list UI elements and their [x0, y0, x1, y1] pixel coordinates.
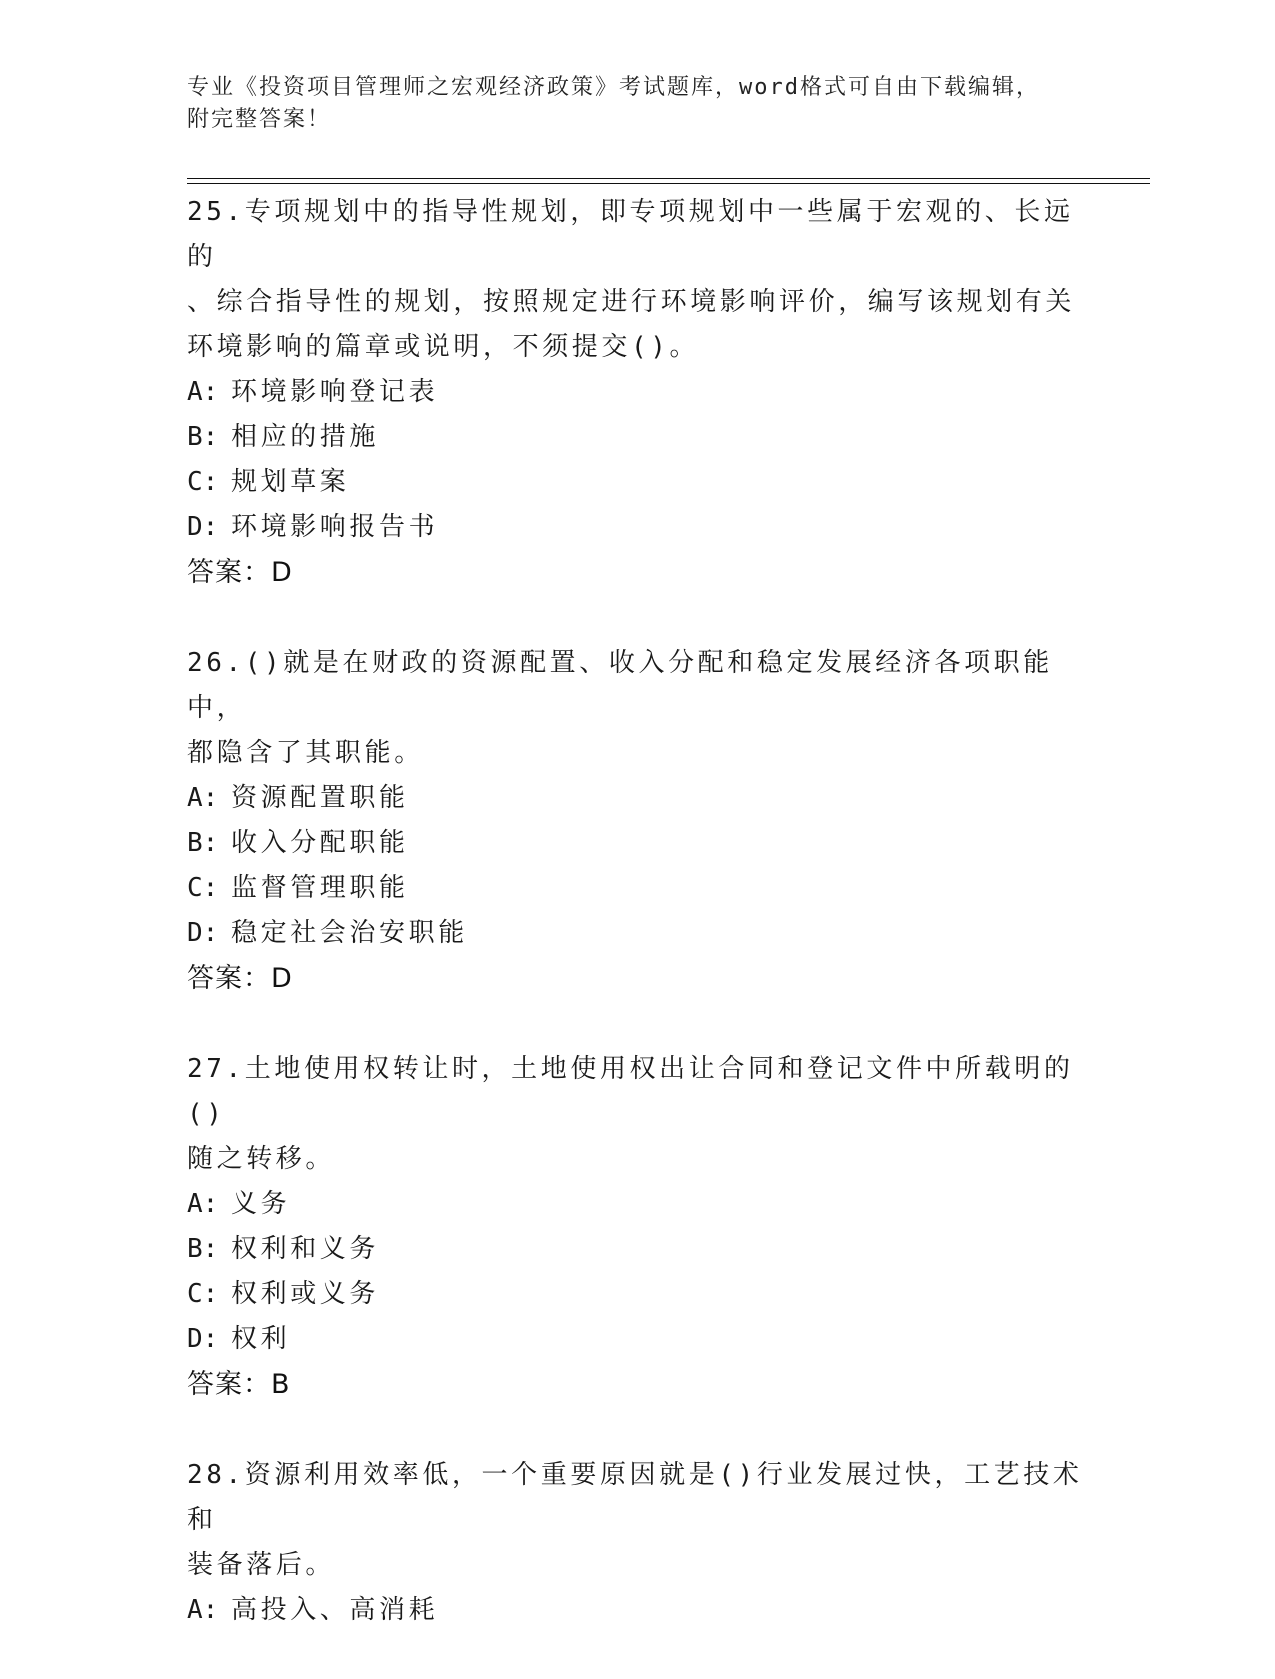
stem-line: 装备落后。 [187, 1550, 336, 1580]
option-text: 高投入、高消耗 [231, 1595, 439, 1625]
stem-line: 随之转移。 [187, 1144, 336, 1174]
option-letter: A: [187, 783, 219, 813]
option-a [187, 776, 1087, 821]
option-text: 稳定社会治安职能 [231, 918, 468, 948]
option-letter: A: [187, 377, 219, 407]
header-line-1: 专业《投资项目管理师之宏观经济政策》考试题库，word格式可自由下载编辑， [187, 75, 1040, 100]
option-text: 权利或义务 [231, 1279, 380, 1309]
header-divider-bottom [187, 183, 1150, 184]
question-list [187, 190, 1087, 1679]
option-letter: B: [187, 1234, 219, 1264]
option-letter: C: [187, 873, 219, 903]
option-letter: A: [187, 1189, 219, 1219]
document-header [187, 72, 1087, 136]
option-c [187, 1272, 1087, 1317]
option-text: 环境影响报告书 [231, 512, 439, 542]
stem-line: 25.专项规划中的指导性规划，即专项规划中一些属于宏观的、长远的 [187, 197, 1074, 272]
question-27 [187, 1047, 1087, 1407]
header-line-2: 附完整答案！ [187, 107, 332, 132]
answer-line: 答案：D [187, 557, 293, 588]
question-stem [187, 1453, 1087, 1588]
option-text: 义务 [231, 1189, 291, 1219]
answer-line: 答案：B [187, 1369, 291, 1400]
option-c [187, 866, 1087, 911]
option-d [187, 505, 1087, 550]
stem-line: 环境影响的篇章或说明，不须提交()。 [187, 332, 700, 362]
option-a [187, 370, 1087, 415]
option-letter: C: [187, 1279, 219, 1309]
option-c [187, 460, 1087, 505]
question-stem [187, 641, 1087, 776]
option-letter: C: [187, 467, 219, 497]
option-letter: D: [187, 918, 219, 948]
stem-line: 、综合指导性的规划，按照规定进行环境影响评价，编写该规划有关 [187, 287, 1076, 317]
option-b [187, 1227, 1087, 1272]
option-a [187, 1588, 1087, 1633]
question-28 [187, 1453, 1087, 1633]
option-text: 监督管理职能 [231, 873, 409, 903]
stem-line: 26.()就是在财政的资源配置、收入分配和稳定发展经济各项职能中， [187, 648, 1053, 723]
option-text: 规划草案 [231, 467, 350, 497]
option-letter: B: [187, 422, 219, 452]
option-b [187, 821, 1087, 866]
question-26 [187, 641, 1087, 1001]
option-letter: A: [187, 1595, 219, 1625]
option-text: 权利和义务 [231, 1234, 380, 1264]
stem-line: 都隐含了其职能。 [187, 738, 424, 768]
option-d [187, 911, 1087, 956]
option-d [187, 1317, 1087, 1362]
option-text: 环境影响登记表 [231, 377, 439, 407]
header-divider-top [187, 178, 1150, 179]
stem-line: 27.土地使用权转让时，土地使用权出让合同和登记文件中所载明的() [187, 1054, 1074, 1129]
option-text: 相应的措施 [231, 422, 380, 452]
option-text: 权利 [231, 1324, 291, 1354]
question-25 [187, 190, 1087, 595]
option-a [187, 1182, 1087, 1227]
option-letter: B: [187, 828, 219, 858]
option-letter: D: [187, 1324, 219, 1354]
question-stem [187, 190, 1087, 370]
option-letter: D: [187, 512, 219, 542]
answer-line: 答案：D [187, 963, 293, 994]
option-text: 资源配置职能 [231, 783, 409, 813]
stem-line: 28.资源利用效率低，一个重要原因就是()行业发展过快，工艺技术和 [187, 1460, 1083, 1535]
option-text: 收入分配职能 [231, 828, 409, 858]
option-b [187, 415, 1087, 460]
question-stem [187, 1047, 1087, 1182]
